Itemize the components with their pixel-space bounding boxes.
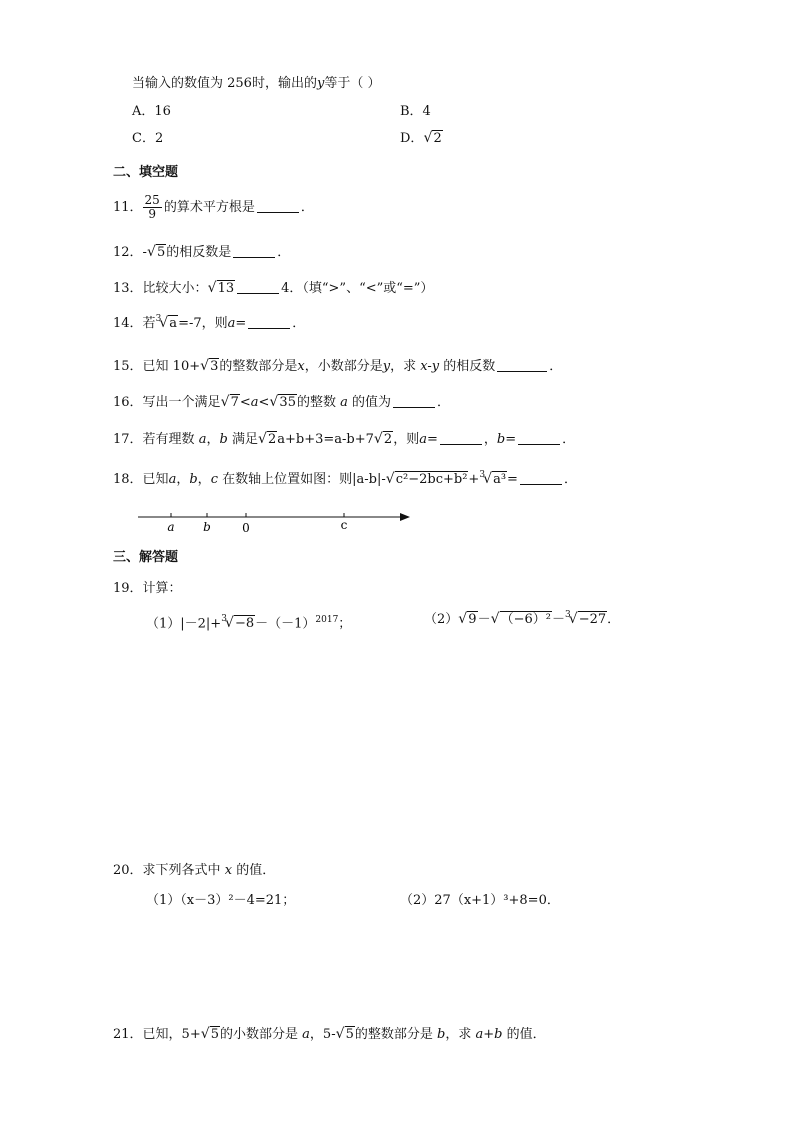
q19-p2-sqrt-1 [458,611,477,629]
q21-t1: 的小数部分是 [220,1027,299,1042]
q16-end: ． [437,395,451,410]
q18-b: b [189,472,198,487]
section-fill-heading: 二、填空题 [113,165,179,180]
q21 [113,1026,546,1044]
q20-x: x [224,863,233,878]
q16-lt-1: < [239,395,251,410]
q18-pre: 已知 [142,472,169,487]
q16-pre: 写出一个满足 [142,395,221,410]
q14 [113,314,305,334]
q21-b: b [437,1027,446,1042]
q16-num: 16． [113,395,143,410]
q16 [113,393,450,412]
q19-p2-radicand-3: −27 [578,612,607,627]
q17-t4: ， [483,432,497,447]
q17-num: 17． [113,432,143,447]
q13 [113,279,433,298]
q19-p2-radicand-1: 9 [468,612,477,627]
q17-t3: ，则 [393,432,420,447]
q15-t4: 的相反数 [443,359,496,374]
q10-choice-b[interactable]: B．4 [400,104,431,119]
q19-p1-label: （1）|－2|+ [146,616,222,632]
q19-part-2 [424,611,620,630]
q10-choice-d-label: D． [400,131,424,146]
q21-a: a [302,1027,310,1042]
q18-radicand: c²−2bc+b² [395,472,468,487]
q17-end: ． [562,432,576,447]
q17-a2: a [419,432,427,447]
q12-end: ． [277,245,291,260]
q17-b2: b [496,432,506,447]
q12-pre: - [142,245,147,260]
q14-cbrt [159,315,178,333]
q15 [113,357,562,376]
q12 [113,243,290,262]
q13-mid: 4．（填“>”、“<”或“=”） [281,281,434,296]
q15-answer-blank[interactable] [497,357,547,372]
q19-p2-minus-2: － [551,612,565,627]
q19-p2-end: ． [607,612,621,627]
q19-p1-exponent: 2017 [315,615,339,625]
q18-end: ． [563,472,577,487]
q16-radicand-1: 7 [230,395,239,410]
q14-end: ． [292,316,306,331]
number-line-label-c: c [340,518,348,532]
q21-num: 21． [113,1027,143,1042]
q14-num: 14． [113,316,143,331]
q17 [113,430,575,449]
q18-comma-2: ， [197,472,211,487]
q21-radicand-1: 5 [210,1027,219,1042]
q10-choice-d[interactable] [400,130,443,148]
q18-cbrt [483,471,507,489]
q14-root-index: 3 [155,314,162,324]
q19-p1-cbrt [225,615,255,633]
q17-t2: a+b+3=a-b+7 [277,432,374,447]
q21-t5: 的值． [506,1027,546,1042]
q19-p1-radicand: −8 [234,616,255,632]
q15-y: y [382,359,391,374]
q11-end: ． [300,200,314,215]
q21-t4: ，求 [445,1027,472,1042]
q21-pre: 已知，5+ [142,1027,201,1042]
q19-p2-label: （2） [424,612,459,627]
q16-a: a [250,395,259,410]
q12-num: 12． [113,245,143,260]
q17-answer-blank-b[interactable] [518,430,560,445]
q17-pre: 若有理数 [142,432,195,447]
q17-sqrt-2 [374,431,393,449]
number-line-label-a: a [167,520,175,534]
q16-radicand-2: 35 [279,395,296,410]
section-solve-heading: 三、解答题 [113,550,179,565]
q16-t2: 的值为 [352,395,392,410]
q20-part-2: （2）27（x+1）³+8=0． [400,893,560,908]
q18-plus: + [468,472,480,487]
number-line-label-b: b [203,520,211,534]
q10-choice-c[interactable]: C．2 [132,131,164,146]
q17-radicand-2: 2 [383,432,393,447]
q18-comma-1: ， [176,472,190,487]
q17-radicand-1: 2 [267,432,277,447]
q15-x: x [297,359,305,374]
q21-ab: a+b [475,1027,503,1042]
q17-answer-blank-a[interactable] [440,430,482,445]
q16-a2: a [340,395,348,410]
q15-t1: 的整数部分是 [219,359,298,374]
q13-sqrt [208,280,236,298]
q11-answer-blank[interactable] [257,198,299,213]
q12-answer-blank[interactable] [233,243,275,258]
q21-t2: ，5- [309,1027,336,1042]
q16-sqrt-2 [269,394,297,412]
q16-t1: 的整数 [296,395,336,410]
q18-root-index: 3 [479,470,486,480]
q16-lt-2: < [258,395,270,410]
q21-radicand-2: 5 [345,1027,354,1042]
q10-var: y [316,76,325,91]
q19-p2-minus-1: － [477,612,491,627]
q17-eq-1: = [426,432,438,447]
q21-t3: 的整数部分是 [354,1027,433,1042]
q14-radicand: a [169,316,178,331]
q14-pre: 若 [142,316,156,331]
q19-p1-root-index: 3 [221,614,227,625]
q19-num: 19． [113,581,143,596]
q18-sqrt [386,471,469,489]
q18 [113,470,577,490]
q17-t1: 满足 [231,432,258,447]
q19-title-text: 计算： [142,581,182,596]
q13-radicand: 13 [217,281,235,296]
q18-eq: = [507,472,518,487]
q12-text: 的相反数是 [166,245,232,260]
q10-choice-a[interactable]: A．16 [132,104,171,119]
q19-title [113,580,182,598]
q17-a: a [198,432,207,447]
number-line [138,510,418,540]
q14-var: a [227,316,236,331]
q15-pre: 已知 10+ [142,359,201,374]
q11-denominator: 9 [148,207,156,221]
q12-sqrt [147,244,166,262]
q10-stem-tail: 等于（ ） [324,76,381,91]
q11-num: 11． [113,200,143,215]
q18-c: c [210,472,218,487]
q15-end: ． [549,359,563,374]
q20-title-text: 求下列各式中 [142,863,221,878]
q14-answer-blank[interactable] [248,314,290,329]
q15-t3: ，求 [390,359,417,374]
q12-radicand: 5 [156,245,166,260]
q13-pre: 比较大小： [142,281,208,296]
q11 [113,194,314,222]
q15-t2: ，小数部分是 [304,359,383,374]
q11-numerator: 25 [144,193,160,207]
q15-radicand: 3 [210,359,219,374]
q18-t1: 在数轴上位置如图：则|a-b|- [222,472,386,487]
q13-num: 13． [113,281,143,296]
q19-part-1 [146,611,351,634]
q19-p1-end: ； [338,616,352,632]
q17-sqrt-1 [258,431,277,449]
q17-b: b [219,432,228,447]
q19-p2-cbrt [569,611,607,629]
q10-choice-d-sqrt [423,130,442,148]
q21-sqrt-1 [201,1026,220,1044]
q15-num: 15． [113,359,143,374]
q19-p2-radicand-2: （−6）² [500,612,551,627]
q15-sqrt [200,358,219,376]
q20-title [113,862,275,880]
q10-stem [132,75,380,93]
q18-radicand-2: a³ [493,472,507,487]
q21-sqrt-2 [336,1026,355,1044]
q19-p2-sqrt-2 [491,611,552,629]
q19-p2-root-index: 3 [564,610,571,620]
q10-stem-text: 当输入的数值为 256时，输出的 [132,76,317,91]
q18-answer-blank[interactable] [520,470,562,485]
q16-sqrt-1 [221,394,240,412]
q17-eq-2: = [505,432,517,447]
q19-p1-text: －（－1） [255,616,316,632]
q20-title-end: 的值． [236,863,276,878]
q20-num: 20． [113,863,143,878]
q16-answer-blank[interactable] [393,393,435,408]
q11-fraction [143,194,162,221]
q18-num: 18． [113,472,143,487]
number-line-label-0: 0 [242,521,250,535]
q15-xy: x-y [420,359,440,374]
q10-choice-d-radicand: 2 [433,131,442,146]
q13-answer-blank[interactable] [237,279,279,294]
q20-part-1: （1）（x－3）²－4=21； [146,893,296,908]
q18-a: a [168,472,177,487]
q14-mid: =-7，则 [178,316,228,331]
q14-eq: = [235,316,247,331]
q11-text: 的算术平方根是 [163,200,255,215]
q17-comma: ， [206,432,220,447]
number-line-arrow-icon [400,513,410,521]
